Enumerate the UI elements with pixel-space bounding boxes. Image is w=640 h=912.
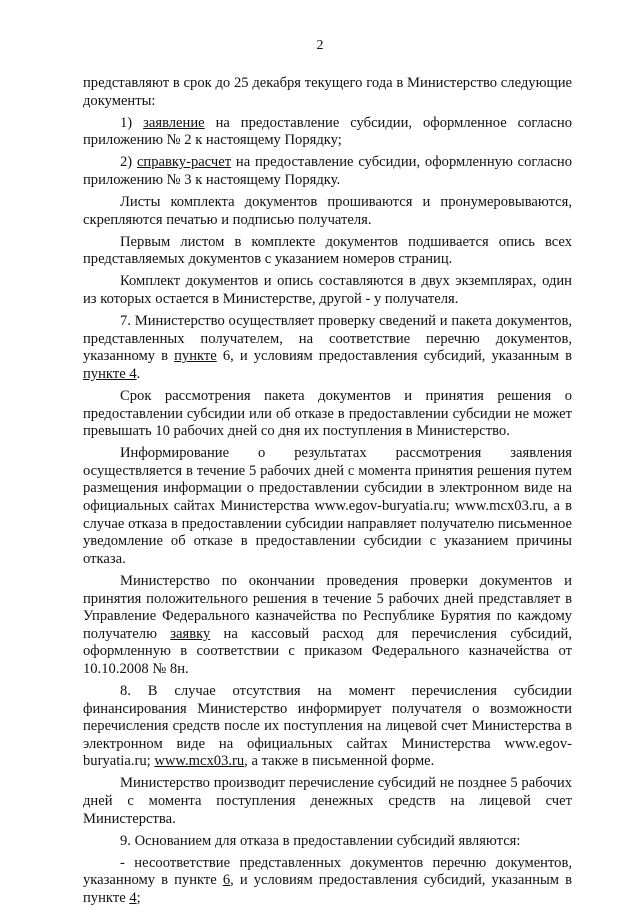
paragraph-text: Министерство производит перечисление субсидий не позднее 5 рабочих дней с момента поступления денежных средств на лицевой счет Министерства. — [83, 775, 572, 827]
document-body — [83, 75, 572, 912]
paragraph-text: на предоставление субсидии, оформленное согласно приложению № 2 к настоящему Порядку; — [83, 114, 572, 149]
underlined-reference: пункте 4 — [83, 365, 137, 382]
paragraph — [83, 115, 572, 150]
underlined-reference: пункте — [174, 348, 217, 365]
paragraph-text: 7. Министерство осуществляет проверку сведений и пакета документов, представленных получателем, на соответствие перечню документов, указанному в — [83, 313, 572, 365]
paragraph — [83, 154, 572, 189]
paragraph-text: 8. В случае отсутствия на момент перечисления субсидии финансирования Министерство информирует получателя о возможности перечисления средств после их поступления на лицевой счет Министерства в электронном виде на официальных сайтах Министерства www.egov-buryatia.ru; — [83, 683, 572, 770]
paragraph-text: 2) — [120, 154, 137, 171]
paragraph-text: , а также в письменной форме. — [244, 753, 435, 770]
paragraph-text: Информирование о результатах рассмотрения заявления осуществляется в течение 5 рабочих дней с момента принятия решения путем размещения информации о предоставлении субсидии в электронном виде на официальных сайтах Министерства www.egov-buryatia.ru; www.mcx03.ru, а в случае отказа в предоставлении субсидии направляет получателю письменное уведомление об отказе в предоставлении субсидии с указанием причины отказа. — [83, 445, 572, 567]
underlined-reference: 6 — [222, 872, 231, 889]
paragraph — [83, 445, 572, 568]
paragraph — [83, 388, 572, 441]
paragraph-text: на предоставление субсидии, оформленную согласно приложению № 3 к настоящему Порядку. — [83, 154, 572, 188]
page-number: 2 — [316, 38, 324, 53]
paragraph-text: Первым листом в комплекте документов подшивается опись всех представляемых документов с указанием номеров страниц. — [83, 233, 572, 268]
paragraph — [83, 775, 572, 828]
paragraph — [83, 194, 572, 229]
paragraph — [83, 683, 572, 771]
underlined-reference: www.mcx03.ru — [154, 753, 245, 770]
underlined-reference: заявку — [170, 625, 211, 642]
underlined-reference: 4 — [129, 890, 137, 907]
paragraph — [83, 234, 572, 269]
paragraph-text: Комплект документов и опись составляются в двух экземплярах, один из которых остается в Министерстве, другой - у получателя. — [83, 273, 572, 308]
paragraph-text: Министерство по окончании проведения проверки документов и принятия положительного решения в течение 5 рабочих дней представляет в Управление Федерального казначейства по Республике Бурятия по каждому получателю — [83, 572, 572, 642]
paragraph — [83, 75, 572, 110]
underlined-reference: справку-расчет — [136, 154, 232, 171]
paragraph-text: Листы комплекта документов прошиваются и пронумеровываются, скрепляются печатью и подписью получателя. — [83, 194, 572, 228]
paragraph — [83, 273, 572, 308]
paragraph-text: - несоответствие представленных документов перечню документов, указанному в пункте — [83, 854, 572, 889]
underlined-reference: заявление — [143, 114, 205, 131]
paragraph — [83, 833, 572, 851]
paragraph-text: 1) — [120, 114, 144, 131]
paragraph-text: 6, и условиям предоставления субсидий, указанным в — [216, 348, 573, 365]
paragraph-text: . — [136, 365, 141, 382]
paragraph — [83, 573, 572, 679]
paragraph-text: , и условиям предоставления субсидий, указанным в пункте — [83, 872, 572, 907]
paragraph-text: ; — [136, 890, 141, 907]
paragraph — [83, 855, 572, 908]
paragraph — [83, 313, 572, 383]
paragraph-text: представляют в срок до 25 декабря текущего года в Министерство следующие документы: — [83, 75, 572, 109]
paragraph-text: 9. Основанием для отказа в предоставлении субсидий являются: — [120, 832, 521, 849]
paragraph-text: на кассовый расход для перечисления субсидий, оформленную в соответствии с приказом Федерального казначейства от 10.10.2008 № 8н. — [83, 625, 572, 677]
paragraph-text: Срок рассмотрения пакета документов и принятия решения о предоставлении субсидии или об отказе в предоставлении субсидии не может превышать 10 рабочих дней со дня их поступления в Министерство. — [83, 388, 572, 440]
